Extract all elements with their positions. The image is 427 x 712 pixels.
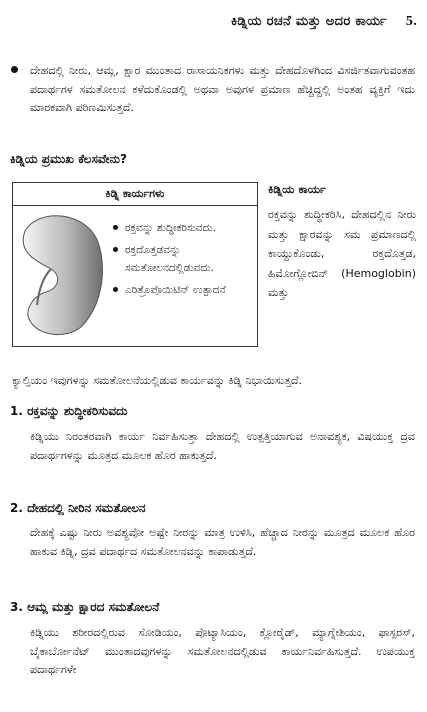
section-heading-1: 1. ರಕ್ತವನ್ನು ಶುದ್ಧೀಕರಿಸುವದು — [10, 404, 128, 418]
list-item: ರಕ್ತವನ್ನು ಶುದ್ಧೀಕರಿಸುವದು. — [113, 219, 253, 237]
page-number: 5. — [405, 14, 417, 29]
section-heading-2: 2. ದೇಹದಲ್ಲಿ ನೀರಿನ ಸಮತೋಲನ — [10, 501, 146, 515]
section-body-2: ದೇಹಕ್ಕೆ ಎಷ್ಟು ನೀರು ಅವಶ್ಯವೋ ಅಷ್ಟೇ ನೀರನ್ನು ಮಾತ್ರ ಉಳಿಸಿ, ಹೆಚ್ಚಾದ ನೀರನ್ನು ಮೂತ್ರದ ಮೂಲಕ ಹೊರ ಹಾಕುವ ಕಿಡ್ನಿ, ದ್ರವ ಪದಾರ್ಥದ ಸಮತೋಲನವನ್ನು ಕಾಪಾಡುತ್ತದೆ. — [30, 526, 415, 558]
kidney-illustration — [15, 211, 107, 341]
kidney-functions-box — [12, 182, 258, 347]
list-item: ಎರಿತ್ರೊಪೊಯಿಟಿನ್ ಉತ್ಪಾದನೆ — [113, 281, 253, 299]
side-paragraph: ರಕ್ತವನ್ನು ಶುದ್ಧೀಕರಿಸಿ, ದೇಹದಲ್ಲಿನ ನೀರು ಮತ್ತು ಕ್ಷಾರವನ್ನು ಸಮ ಪ್ರಮಾಣದಲ್ಲಿ ಕಾಯ್ದುಕೊಂಡು, ರಕ್ತದೊತ್ತಡ, ಹಿಮೋಗ್ಲೋಬಿನ್ (Hemoglobin) ಮತ್ತು — [268, 208, 416, 299]
section-body-1: ಕಿಡ್ನಿಯು ನಿರಂತರವಾಗಿ ಕಾರ್ಯ ನಿರ್ವಹಿಸುತ್ತಾ ದೇಹದಲ್ಲಿ ಉತ್ಪತ್ತಿಯಾಗುವ ಅನಾವಶ್ಯಕ, ವಿಷಯುಕ್ತ ದ್ರವ ಪದಾರ್ಥಗಳನ್ನು ಮೂತ್ರದ ಮೂಲಕ ಹೊರ ಹಾಕುತ್ತದೆ. — [30, 430, 415, 462]
list-item: ರಕ್ತದೊತ್ತಡವನ್ನು ಸಮತೋಲನದಲ್ಲಿಡುವದು. — [113, 241, 253, 277]
section-body-3: ಕಿಡ್ನಿಯು ಶರೀರದಲ್ಲಿರುವ ಸೋಡಿಯಂ, ಪೊಟ್ಯಾಸಿಯಂ, ಕ್ಲೋರೈಡ್, ಮ್ಯಾಗ್ನೇಶಿಯಂ, ಫಾಸ್ಪರಸ್, ಬೈಕಾರ್ಬೋನೆಟ್ ಮುಂತಾದವುಗಳನ್ನು ಸಮತೋಲನದಲ್ಲಿಡುವ ಕಾರ್ಯನಿರ್ವಹಿಸುತ್ತದೆ. ಉಪಯುಕ್ತ ಪದಾರ್ಥಗಳೇ — [30, 626, 415, 676]
side-title: ಕಿಡ್ನಿಯ ಕಾರ್ಯ — [268, 182, 327, 196]
continuation-paragraph: ಕ್ಯಾಲ್ಸಿಯಂ ಇವುಗಳನ್ನು ಸಮತೋಲನೆಯಲ್ಲಿಡುವ ಕಾರ್ಯವನ್ನು ಕಿಡ್ನಿ ನಿಭಾಯಿಸುತ್ತದೆ. — [12, 374, 302, 387]
bullet-icon — [11, 66, 18, 73]
page-header — [10, 14, 417, 30]
section-heading-3: 3. ಆಮ್ಲ ಮತ್ತು ಕ್ಷಾರದ ಸಮತೋಲನೆ — [10, 600, 160, 614]
kidney-functions-list — [113, 219, 253, 303]
question-heading: ಕಿಡ್ನಿಯ ಪ್ರಮುಖ ಕೆಲಸವೇನು? — [10, 152, 127, 166]
chapter-title: ಕಿಡ್ನಿಯ ರಚನೆ ಮತ್ತು ಅದರ ಕಾರ್ಯ — [230, 14, 388, 29]
intro-paragraph: ದೇಹದಲ್ಲಿ ನೀರು, ಆಮ್ಲ, ಕ್ಷಾರ ಮುಂತಾದ ರಾಸಾಯನಿಕಗಳು ಮತ್ತು ದೇಹದೊಳಗಿಂದ ವಿಸರ್ಜಿತವಾಗುವಂತಹ ಪದಾರ್ಥಗಳ ಸಮತೋಲನ ಕಳೆದುಕೊಂಡಲ್ಲಿ ಅಥವಾ ಅವುಗಳ ಪ್ರಮಾಣ ಹೆಚ್ಚಿದ್ದಲ್ಲಿ ಅಂತಹ ವ್ಯಕ್ತಿಗೆ ಇದು ಮಾರಕವಾಗಿ ಪರಿಣಮಿಸುತ್ತದೆ. — [30, 64, 415, 114]
box-title: ಕಿಡ್ನಿ ಕಾರ್ಯಗಳು — [13, 183, 257, 206]
